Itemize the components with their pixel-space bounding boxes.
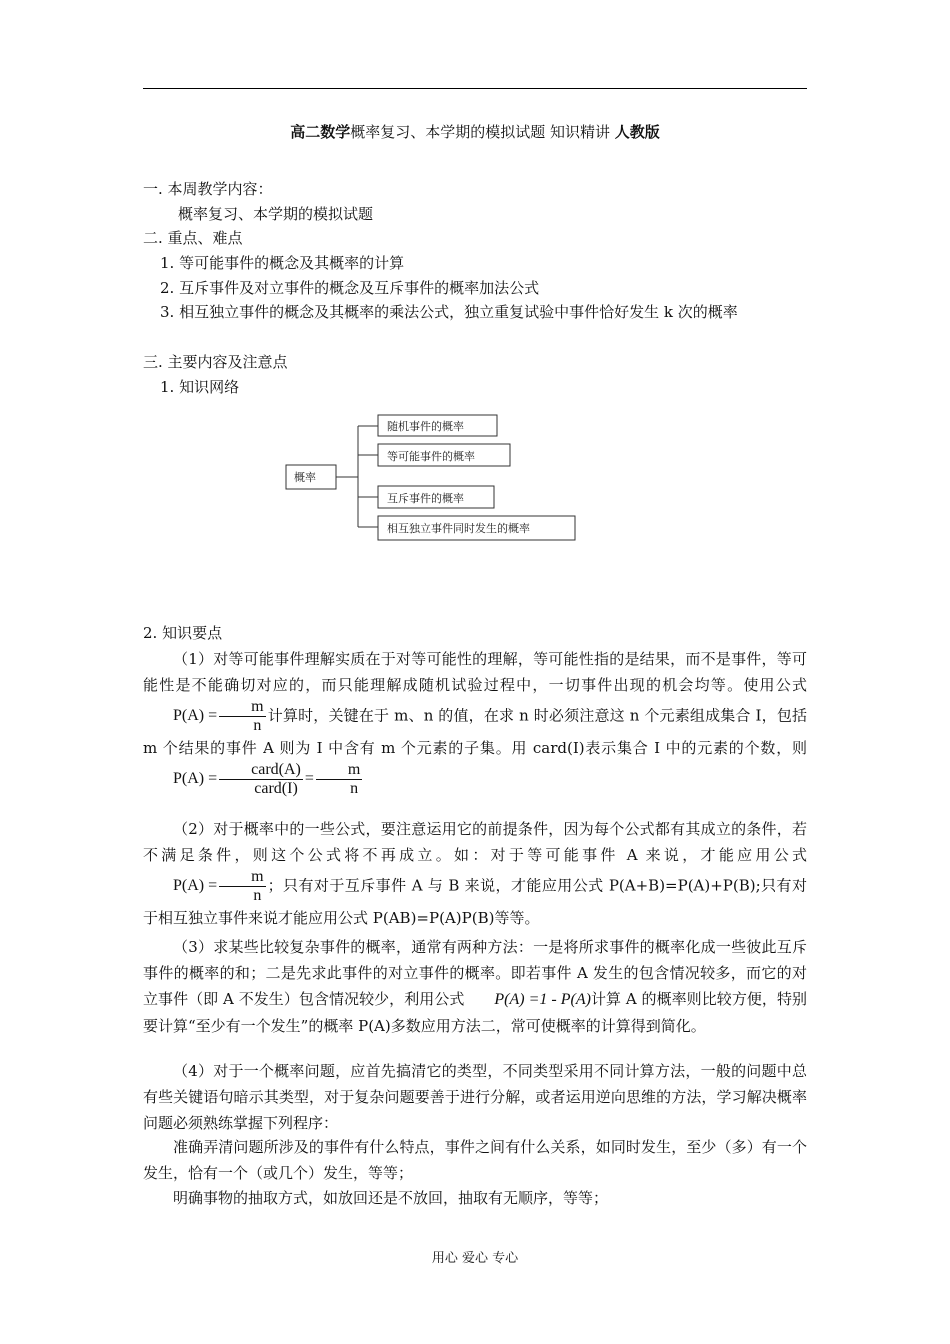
fraction-numerator: m (316, 761, 362, 780)
paragraph-1-text-a: （1）对等可能事件理解实质在于对等可能性的理解，等可能性指的是结果，而不是事件，等可能性是不能确切对应的，而只能理解成随机试验过程中，一切事件出现的机会均等。使用公式 (143, 650, 807, 694)
paragraph-3 (143, 934, 807, 1039)
equals-sign: = (304, 770, 314, 788)
paragraph-5: 准确弄清问题所涉及的事件有什么特点，事件之间有什么关系，如同时发生，至少（多）有一个发生，恰有一个（或几个）发生，等等； (143, 1138, 807, 1182)
fraction (219, 761, 303, 798)
title-subject: 高二数学 (290, 123, 351, 141)
paragraph-1-text-b: 计算时，关键在于 m、n 的值，在求 n 时必须注意这 n 个元素组成集合 I，包括 m 个结果的事件 A 则为 I 中含有 m 个元素的子集。用 card(I)表示集合 I 中的元素的个数，则 (143, 706, 807, 757)
formula-complement: P(A) =1 - P(A) (494, 991, 591, 1008)
key-point-3: 3. 相互独立事件的概念及其概率的乘法公式，独立重复试验中事件恰好发生 k 次的概率 (160, 303, 738, 321)
title-edition: 人教版 (614, 123, 660, 141)
section3-sub2: 2. 知识要点 (143, 624, 223, 642)
paragraph-4: （4）对于一个概率问题，应首先搞清它的类型，不同类型采用不同计算方法，一般的问题中总有些关键语句暗示其类型，对于复杂问题要善于进行分解，或者运用逆向思维的方法，学习解决概率问题必须熟练掌握下列程序： (143, 1062, 807, 1132)
fraction-numerator: m (219, 868, 265, 887)
key-point-2: 2. 互斥事件及对立事件的概念及互斥事件的概率加法公式 (160, 279, 540, 297)
paragraph-3-text-b: 计算 A 的概率则比较方便，特别要计算“至少有一个发生”的概率 P(A)多数应用方法二，常可使概率的计算得到简化。 (143, 990, 808, 1035)
diagram-branch-3: 互斥事件的概率 (387, 492, 464, 505)
paragraph-1 (143, 646, 807, 798)
formula-pa-m-over-n (143, 868, 268, 905)
knowledge-network-diagram (0, 0, 950, 560)
paragraph-2-text-a: （2）对于概率中的一些公式，要注意运用它的前提条件，因为每个公式都有其成立的条件，若不满足条件，则这个公式将不再成立。如：对于等可能事件 A 来说，才能应用公式 (143, 820, 807, 864)
fraction (316, 761, 362, 798)
section3-sub1: 1. 知识网络 (160, 378, 240, 396)
diagram-branch-1: 随机事件的概率 (387, 420, 464, 433)
diagram-branch-4: 相互独立事件同时发生的概率 (387, 522, 530, 535)
section3-heading: 三. 主要内容及注意点 (143, 353, 288, 371)
fraction (219, 868, 265, 905)
paragraph-6: 明确事物的抽取方式，如放回还是不放回，抽取有无顺序，等等； (173, 1189, 609, 1207)
formula-lhs: P(A) = (173, 770, 218, 788)
diagram-root-label: 概率 (294, 471, 316, 484)
formula-lhs: P(A) = (173, 707, 218, 725)
paragraph-2 (143, 816, 807, 931)
fraction-denominator: n (350, 780, 359, 797)
fraction-denominator: n (253, 717, 262, 734)
section1-content: 概率复习、本学期的模拟试题 (178, 205, 374, 223)
title-topic: 概率复习、本学期的模拟试题 知识精讲 (350, 123, 610, 141)
page-footer: 用心 爱心 专心 (431, 1251, 519, 1266)
paragraph-3-text-a: （3）求某些比较复杂事件的概率，通常有两种方法：一是将所求事件的概率化成一些彼此互斥事件的概率的和；二是先求此事件的对立事件的概率。即若事件 A 发生的包含情况较多，而它的对立事件（即 A 不发生）包含情况较少，利用公式 (143, 938, 807, 1008)
fraction (219, 698, 265, 735)
formula-card (143, 761, 364, 798)
fraction-denominator: n (253, 887, 262, 904)
section1-heading: 一. 本周教学内容： (143, 180, 273, 198)
fraction-denominator: card(I) (254, 780, 298, 797)
diagram-branch-2: 等可能事件的概率 (387, 450, 475, 463)
formula-pa-m-over-n (143, 698, 268, 735)
key-point-1: 1. 等可能事件的概念及其概率的计算 (160, 254, 405, 272)
fraction-numerator: m (219, 698, 265, 717)
fraction-numerator: card(A) (219, 761, 303, 780)
paragraph-2-text-b: ；只有对于互斥事件 A 与 B 来说，才能应用公式 P(A+B)=P(A)+P(B);只有对于相互独立事件来说才能应用公式 P(AB)=P(A)P(B)等等。 (143, 876, 807, 927)
formula-lhs: P(A) = (173, 877, 218, 895)
section2-heading: 二. 重点、难点 (143, 229, 243, 247)
